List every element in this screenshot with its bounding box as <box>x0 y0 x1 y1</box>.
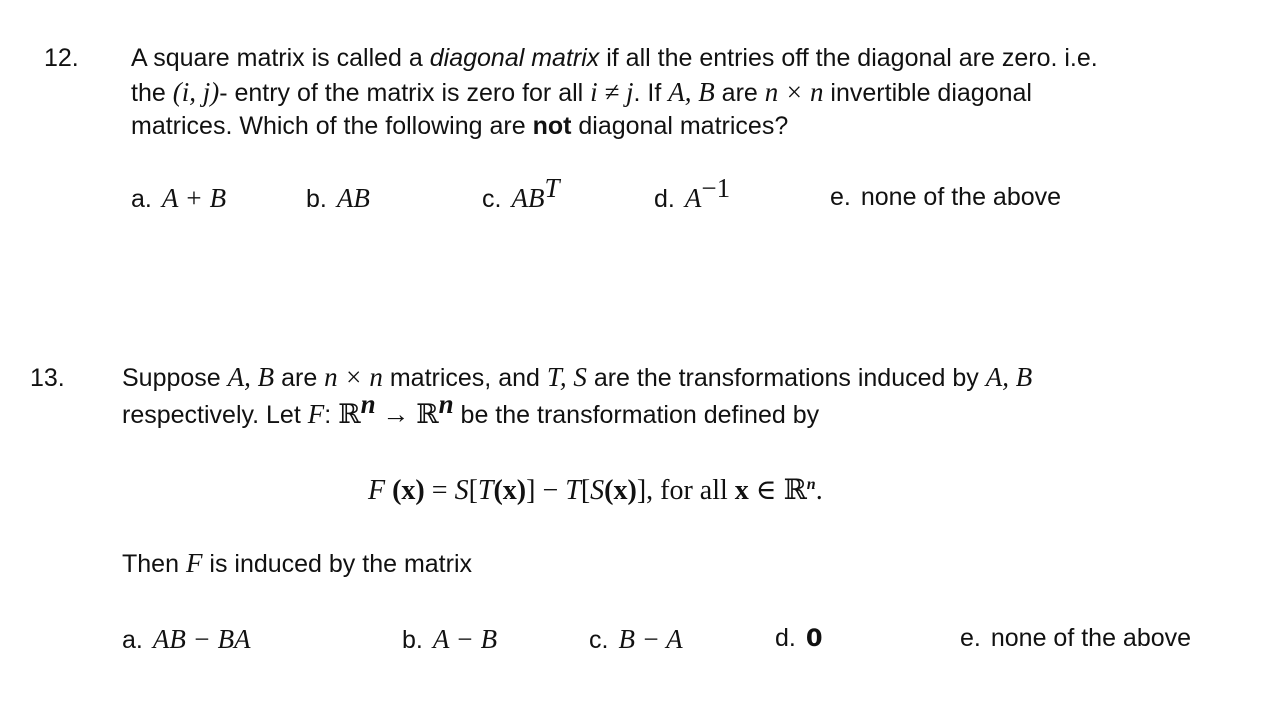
math-x-bold: x <box>734 475 749 506</box>
math-op: ] − <box>526 475 566 506</box>
math-t: T <box>565 475 581 506</box>
option-label: a. <box>131 185 152 213</box>
text: : <box>324 401 339 429</box>
text: be the transformation defined by <box>453 401 820 429</box>
math-f: F <box>185 548 203 578</box>
text: respectively. Let <box>122 401 308 429</box>
text: matrices, and <box>382 364 547 392</box>
math-exponent: n <box>360 389 376 419</box>
math-f: F <box>368 475 386 506</box>
math-x-bold: (x) <box>604 475 637 506</box>
math-exponent: n <box>806 476 816 493</box>
option-expr: AB <box>511 183 545 213</box>
term-diagonal-matrix: diagonal matrix <box>429 44 600 72</box>
math-n-by-n: n × n <box>324 362 383 392</box>
question-13-line-2 <box>122 389 820 430</box>
math-ab: A, B <box>985 362 1033 392</box>
emphasis-not: not <box>532 112 572 140</box>
option-expr: A <box>684 183 702 213</box>
q12-option-b <box>306 183 370 214</box>
text: the <box>131 79 173 107</box>
option-label: c. <box>589 626 609 654</box>
math-op: . <box>815 475 823 506</box>
option-expr: AB <box>336 183 370 213</box>
text: Suppose <box>122 364 228 392</box>
math-x-bold: (x) <box>493 475 527 506</box>
math-s: S <box>454 475 469 506</box>
option-superscript: T <box>544 173 560 203</box>
math-t: T <box>477 475 494 506</box>
q12-option-d <box>654 173 731 214</box>
text: diagonal matrices? <box>571 112 789 140</box>
equation-f-definition <box>368 473 823 507</box>
text: are the transformations induced by <box>586 364 986 392</box>
text: - entry of the matrix is zero for all <box>219 79 591 107</box>
text: matrices. Which of the following are <box>131 112 533 140</box>
option-superscript: −1 <box>701 173 731 203</box>
math-ab: A, B <box>668 77 715 107</box>
option-text: none of the above <box>860 183 1062 211</box>
q13-option-a <box>122 624 251 655</box>
math-text: ], for all <box>636 475 735 506</box>
math-exponent: n <box>438 389 454 419</box>
option-label: e. <box>960 624 981 652</box>
option-expr: A − B <box>432 624 498 654</box>
option-label: d. <box>654 185 675 213</box>
question-12-line-2 <box>131 77 1032 108</box>
math-op: ∈ <box>748 475 784 506</box>
option-label: d. <box>775 624 796 652</box>
math-ij: (i, j) <box>172 77 220 107</box>
q12-option-c <box>482 173 560 214</box>
math-x-bold: (x) <box>392 475 425 506</box>
option-expr-zero-matrix: 0 <box>805 624 823 652</box>
option-label: c. <box>482 185 502 213</box>
q13-option-b <box>402 624 497 655</box>
text: Then <box>122 550 186 578</box>
text: are <box>714 79 765 107</box>
math-n-by-n: n × n <box>764 77 824 107</box>
math-i-neq-j: i ≠ j <box>590 77 634 107</box>
text: . If <box>633 79 669 107</box>
math-reals: ℝ <box>416 399 439 429</box>
option-expr: B − A <box>618 624 683 654</box>
q13-option-d <box>775 624 823 653</box>
math-ab: A, B <box>227 362 275 392</box>
option-expr: A + B <box>161 183 227 213</box>
question-13-line-1 <box>122 362 1032 393</box>
option-expr: AB − BA <box>152 624 251 654</box>
text: if all the entries off the diagonal are zero. i.e. <box>599 44 1098 72</box>
math-arrow: → <box>375 399 417 429</box>
math-op: [ <box>468 475 478 506</box>
q12-option-a <box>131 183 226 214</box>
text: is induced by the matrix <box>202 550 473 578</box>
math-f: F <box>307 399 325 429</box>
math-reals: ℝ <box>338 399 361 429</box>
math-s: S <box>590 475 605 506</box>
q13-option-c <box>589 624 683 655</box>
option-label: e. <box>830 183 851 211</box>
question-13-then-line <box>122 548 472 579</box>
math-op: = <box>424 475 455 506</box>
math-ts: T, S <box>546 362 587 392</box>
option-label: b. <box>402 626 423 654</box>
text: A square matrix is called a <box>131 44 430 72</box>
math-reals: ℝ <box>783 475 807 506</box>
question-13-number: 13. <box>30 364 65 392</box>
math-op: [ <box>580 475 591 506</box>
question-12-line-3 <box>131 112 788 141</box>
text: invertible diagonal <box>823 79 1032 107</box>
q13-option-e <box>960 624 1191 653</box>
option-label: b. <box>306 185 327 213</box>
q12-option-e <box>830 183 1061 212</box>
text: are <box>274 364 325 392</box>
question-12-number: 12. <box>44 44 79 72</box>
option-label: a. <box>122 626 143 654</box>
option-text: none of the above <box>990 624 1192 652</box>
question-12-line-1 <box>131 44 1098 73</box>
